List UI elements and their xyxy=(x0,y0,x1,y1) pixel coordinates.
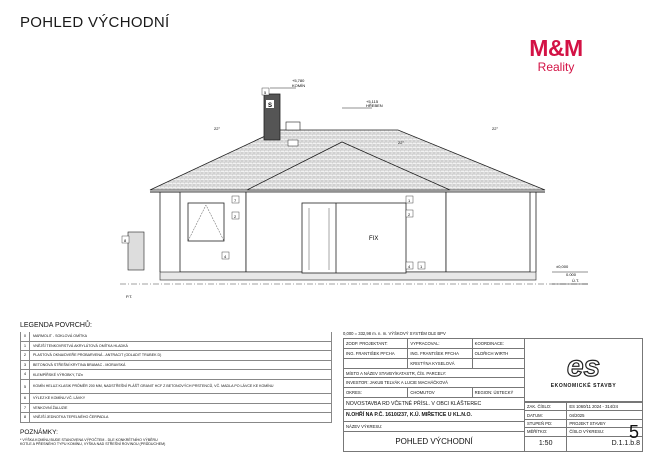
legend-text: VNĚJŠÍ TENKOVRSTVÁ AKRYLÁTOVÁ OMÍTKA HLADKÁ xyxy=(33,343,128,348)
logo-brand: M&M xyxy=(529,35,583,61)
investor: INVESTOR: JAKUB TELVÁK A LUCIE MACHÁČKOVÁ xyxy=(344,378,525,388)
legend-title: LEGENDA POVRCHŮ: xyxy=(20,322,92,329)
zero-sub: 0.000 xyxy=(566,272,577,277)
okres-label: OKRES: xyxy=(344,388,408,398)
stupen-label: STUPEŇ PD: xyxy=(525,419,567,427)
legend-num: 1 xyxy=(21,342,30,351)
legend-text: MARMOLIT - SOKLOVÁ OMÍTKA xyxy=(33,334,88,339)
marker-7: 4 xyxy=(408,264,411,269)
sliding-door xyxy=(302,203,406,273)
legend-text: KOMÍN HELUZ KLASIK PRŮMĚR 200 MM, NADSTŘEŠNÍ PLÁŠŤ GRANIT HCF Z BETONOVÝCH PRSTENCŮ, VČ. MADLA PO LÁVCE KE KOMÍNU xyxy=(33,384,274,389)
legend-num: 5 xyxy=(21,380,30,393)
legend-num: 6 xyxy=(21,394,30,403)
window-left xyxy=(188,203,224,241)
legend-text: BETONOVÁ STŘEŠNÍ KRYTINA BRAMAC - MORAVSKÁ xyxy=(33,363,126,368)
ridge-sub: HŘEBEN xyxy=(366,103,383,108)
legend-text: KLEMPÍŘSKÉ VÝROBKY, TiZn xyxy=(33,372,83,377)
marker-5: 2 xyxy=(408,212,411,217)
zodp-name: ING. FRANTIŠEK PFCHA xyxy=(344,348,408,358)
notes-line: * VÝŠKA KOMÍNU BUDE STANOVENA VÝPOČTEM - DLE KONKRÉTNÍHO VÝBĚRU xyxy=(20,438,158,442)
meritko: 1:50 xyxy=(525,436,567,451)
legend-row xyxy=(20,332,332,342)
logo-sub: Reality xyxy=(537,60,575,74)
okres: CHOMUTOV xyxy=(408,388,472,398)
notes-line: KOTLE A PŘESNÉHO TYPU KOMÍNU, VÝŠKA NAD STŘEŠNÍ ROVINOU (PRŮDUCHEM) xyxy=(20,442,166,447)
fix-label: FIX xyxy=(369,236,379,242)
notes-title: POZNÁMKY: xyxy=(20,429,58,436)
slope-left: 22° xyxy=(214,126,221,131)
company-logo xyxy=(525,338,643,402)
marker-4: 1 xyxy=(408,198,411,203)
chimney-elev: +5,780 xyxy=(292,78,305,83)
region-label: REGION: ÚSTECKÝ xyxy=(472,388,524,398)
misto-label: MÍSTO A NÁZEV STAVBY/KATASTR, ČÍS. PARCELY: xyxy=(344,368,525,378)
legend-row xyxy=(20,370,332,380)
chimney-sub: KOMÍN xyxy=(292,83,306,88)
title-block xyxy=(343,331,643,457)
datum-line: 0,000 = 332,98 m. n. m. VÝŠKOVÝ SYSTÉM DLE BPV xyxy=(343,331,446,336)
company-logo-mark: es xyxy=(566,350,601,383)
nazev: POHLED VÝCHODNÍ xyxy=(344,431,525,451)
page-title: POHLED VÝCHODNÍ xyxy=(20,14,170,31)
marker-3: 8 xyxy=(124,238,127,243)
title-table-left xyxy=(343,338,525,452)
legend-num: 8 xyxy=(21,413,30,422)
legend-row xyxy=(20,413,332,423)
zodp-label: ZODP. PROJEKTANT: xyxy=(344,339,408,349)
datum: 04/2025 xyxy=(567,411,643,419)
legend-text: VNĚJŠÍ JEDNOTKA TEPELNÉHO ČERPADLA xyxy=(33,415,109,420)
stupen: PROJEKT STAVBY xyxy=(567,419,643,427)
legend-text: PLASTOVÁ OKNA/DVEŘE PROBARVENÁ - ANTRACIT (ODLADIT TRUBEK D) xyxy=(33,353,162,358)
slope-right: 22° xyxy=(492,126,499,131)
marker-1: 2 xyxy=(234,214,237,219)
marker-0: 7 xyxy=(234,198,237,203)
project-line2: N.OHŘÍ NA P.Č. 1610/237, K.Ú. MIŘETICE U KL.N.O. xyxy=(344,409,525,421)
zak: ES 1060/11 2024 - 314/24 xyxy=(567,403,643,411)
heat-pump xyxy=(128,232,144,270)
roof-hatch xyxy=(286,122,300,130)
vypracoval-label: VYPRACOVAL: xyxy=(408,339,472,349)
zero-elev: ±0,000 xyxy=(556,264,569,269)
legend-num: 2 xyxy=(21,351,30,360)
marker-6: 5 xyxy=(264,90,267,95)
chimney-label: S xyxy=(268,103,273,109)
big-number: 5 xyxy=(628,422,639,443)
legend-row xyxy=(20,342,332,352)
legend-row xyxy=(20,394,332,404)
legend-num: 0 xyxy=(21,332,30,341)
legend-num: 3 xyxy=(21,361,30,370)
company-name: EKONOMICKÉ STAVBY xyxy=(550,383,617,389)
legend-num: 7 xyxy=(21,404,30,413)
legend xyxy=(20,322,332,423)
cislo: D.1.1.b.8 xyxy=(567,436,643,451)
title-table-right xyxy=(525,402,643,452)
legend-row xyxy=(20,361,332,371)
ground-label: P.T. xyxy=(126,294,133,299)
marker-8: 1 xyxy=(420,264,423,269)
vypracoval-name2: KRISTÝNA KYSELOVÁ xyxy=(408,358,472,368)
cislo-label: ČÍSLO VÝKRESU: xyxy=(569,429,605,435)
ut-label: Ú.T. xyxy=(572,278,580,283)
legend-text: VÝLEZ KE KOMÍNU VČ. LÁVKY xyxy=(33,396,86,401)
koordinace-name: OLDŘICH WIRTH xyxy=(472,348,524,358)
project-line1: NOVOSTAVBA RD VČETNĚ PŘÍSL. V OBCI KLÁŠTEREC xyxy=(344,398,525,410)
legend-text: VENKOVNÍ ŽALUZIE xyxy=(33,405,68,410)
wall-right xyxy=(446,192,530,272)
legend-row xyxy=(20,404,332,414)
notes xyxy=(20,429,260,446)
legend-row xyxy=(20,351,332,361)
legend-row xyxy=(20,380,332,394)
slope-mid: 22° xyxy=(398,140,405,145)
ridge-elev: +5,115 xyxy=(366,99,379,104)
nazev-label: NÁZEV VÝKRESU: xyxy=(344,421,525,431)
koordinace-label: KOORDINACE: xyxy=(472,339,524,349)
legend-num: 4 xyxy=(21,370,30,379)
vypracoval-name: ING. FRANTIŠEK PFCHA xyxy=(408,348,472,358)
marker-2: 4 xyxy=(224,254,227,259)
datum-label: DATUM: xyxy=(525,411,567,419)
zak-label: ZAK. ČÍSLO: xyxy=(525,403,567,411)
meritko-label: MĚŘÍTKO: xyxy=(525,428,567,436)
